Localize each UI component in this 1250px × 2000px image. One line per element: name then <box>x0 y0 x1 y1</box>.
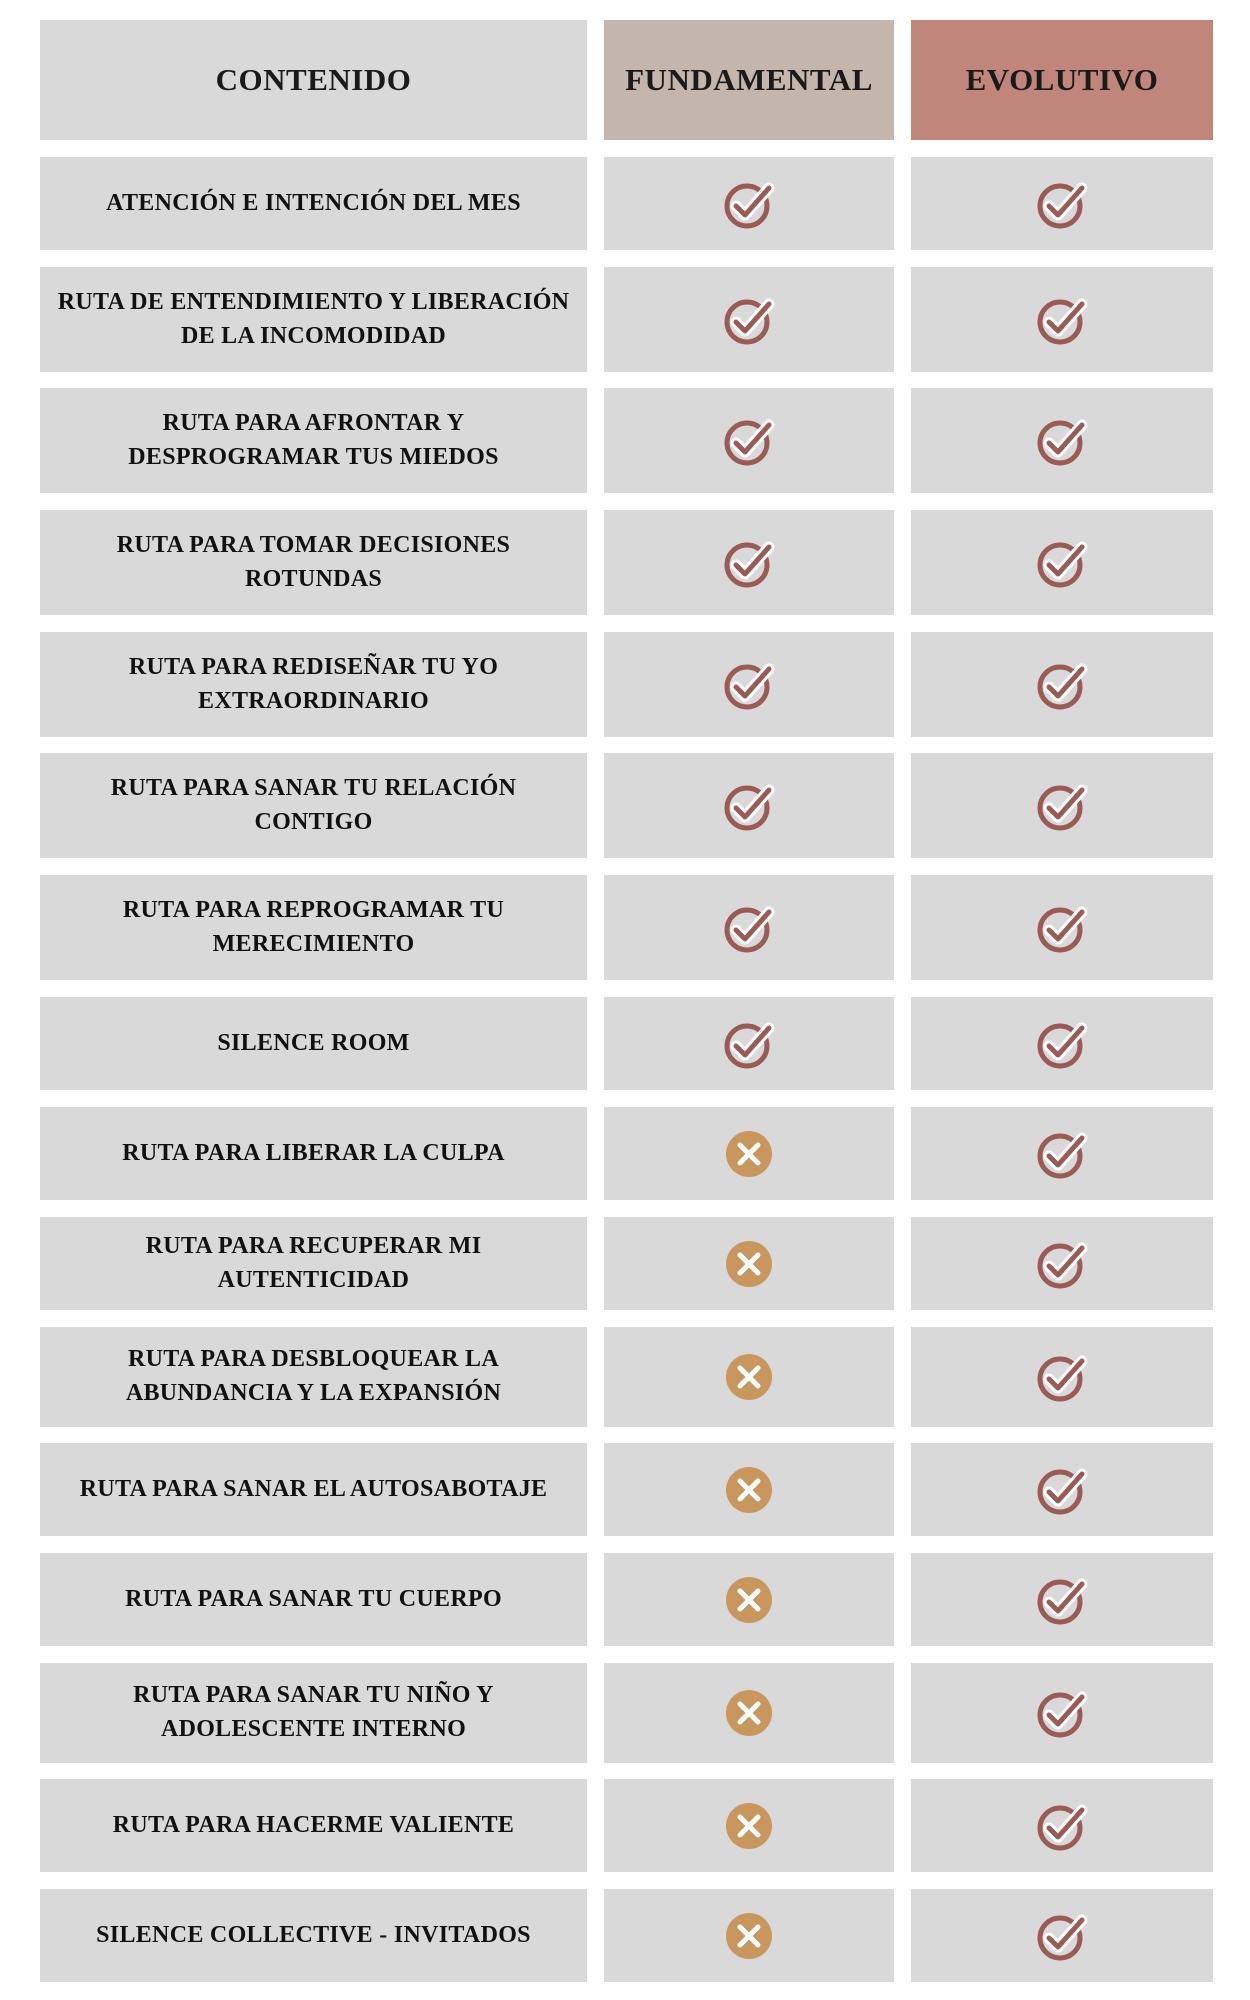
check-icon <box>1035 1686 1089 1740</box>
row-evolutivo-cell <box>911 1443 1213 1536</box>
row-label: ATENCIÓN E INTENCIÓN DEL MES <box>106 189 521 216</box>
row-evolutivo-cell <box>911 632 1213 737</box>
row-evolutivo-cell <box>911 1107 1213 1200</box>
row-evolutivo-cell <box>911 1779 1213 1872</box>
row-label: RUTA PARA HACERME VALIENTE <box>112 1811 515 1838</box>
check-icon <box>722 901 776 955</box>
row-label-cell <box>40 1327 587 1427</box>
row-label: RUTA PARA REDISEÑAR TU YO EXTRAORDINARIO <box>128 653 499 714</box>
row-evolutivo-cell <box>911 1327 1213 1427</box>
row-label-cell <box>40 875 587 980</box>
header-contenido <box>40 20 587 140</box>
row-label-cell <box>40 1779 587 1872</box>
row-label: RUTA PARA TOMAR DECISIONES ROTUNDAS <box>116 531 511 592</box>
row-label: SILENCE ROOM <box>217 1029 410 1056</box>
cross-icon <box>725 1353 773 1401</box>
cross-icon <box>725 1130 773 1178</box>
check-icon <box>1035 901 1089 955</box>
row-fundamental-cell <box>604 1327 894 1427</box>
row-fundamental-cell <box>604 875 894 980</box>
header-evolutivo-label: EVOLUTIVO <box>965 62 1159 97</box>
row-label: RUTA PARA SANAR TU CUERPO <box>125 1585 502 1612</box>
row-fundamental-cell <box>604 1553 894 1646</box>
check-icon <box>722 536 776 590</box>
check-icon <box>1035 414 1089 468</box>
row-evolutivo-cell <box>911 997 1213 1090</box>
cross-icon <box>725 1802 773 1850</box>
row-fundamental-cell <box>604 388 894 493</box>
row-label-cell <box>40 997 587 1090</box>
row-evolutivo-cell <box>911 388 1213 493</box>
check-icon <box>1035 1463 1089 1517</box>
row-evolutivo-cell <box>911 157 1213 250</box>
check-icon <box>722 177 776 231</box>
row-fundamental-cell <box>604 1889 894 1982</box>
check-icon <box>1035 1237 1089 1291</box>
check-icon <box>1035 1127 1089 1181</box>
check-icon <box>1035 536 1089 590</box>
row-label: RUTA DE ENTENDIMIENTO Y LIBERACIÓN DE LA INCOMODIDAD <box>57 288 570 349</box>
row-fundamental-cell <box>604 1663 894 1763</box>
row-fundamental-cell <box>604 1107 894 1200</box>
row-label-cell <box>40 388 587 493</box>
cross-icon <box>725 1466 773 1514</box>
check-icon <box>1035 1909 1089 1963</box>
row-fundamental-cell <box>604 753 894 858</box>
row-label-cell <box>40 1443 587 1536</box>
header-contenido-label: CONTENIDO <box>215 62 412 97</box>
row-label: RUTA PARA REPROGRAMAR TU MERECIMIENTO <box>122 896 505 957</box>
check-icon <box>1035 177 1089 231</box>
cross-icon <box>725 1240 773 1288</box>
check-icon <box>1035 1350 1089 1404</box>
row-fundamental-cell <box>604 1443 894 1536</box>
row-fundamental-cell <box>604 997 894 1090</box>
check-icon <box>722 779 776 833</box>
row-label: RUTA PARA LIBERAR LA CULPA <box>122 1139 505 1166</box>
row-label: RUTA PARA SANAR TU NIÑO Y ADOLESCENTE INTERNO <box>133 1682 494 1742</box>
row-evolutivo-cell <box>911 753 1213 858</box>
row-evolutivo-cell <box>911 1663 1213 1763</box>
check-icon <box>1035 1799 1089 1853</box>
row-label: RUTA PARA SANAR TU RELACIÓN CONTIGO <box>110 774 517 835</box>
row-label-cell <box>40 267 587 372</box>
row-label-cell <box>40 1889 587 1982</box>
row-evolutivo-cell <box>911 1553 1213 1646</box>
check-icon <box>722 414 776 468</box>
check-icon <box>722 1017 776 1071</box>
header-fundamental-label: FUNDAMENTAL <box>625 62 873 97</box>
row-evolutivo-cell <box>911 1889 1213 1982</box>
row-evolutivo-cell <box>911 267 1213 372</box>
row-evolutivo-cell <box>911 875 1213 980</box>
row-label: RUTA PARA SANAR EL AUTOSABOTAJE <box>79 1475 548 1502</box>
row-label-cell <box>40 1663 587 1763</box>
check-icon <box>1035 658 1089 712</box>
check-icon <box>1035 1017 1089 1071</box>
row-label-cell <box>40 632 587 737</box>
row-fundamental-cell <box>604 157 894 250</box>
row-label: RUTA PARA DESBLOQUEAR LA ABUNDANCIA Y LA EXPANSIÓN <box>125 1346 502 1406</box>
row-fundamental-cell <box>604 1217 894 1310</box>
row-fundamental-cell <box>604 632 894 737</box>
row-label-cell <box>40 157 587 250</box>
row-fundamental-cell <box>604 510 894 615</box>
check-icon <box>1035 779 1089 833</box>
cross-icon <box>725 1689 773 1737</box>
cross-icon <box>725 1912 773 1960</box>
row-evolutivo-cell <box>911 510 1213 615</box>
row-fundamental-cell <box>604 267 894 372</box>
row-label-cell <box>40 1217 587 1310</box>
row-label: RUTA PARA RECUPERAR MI AUTENTICIDAD <box>145 1232 482 1293</box>
check-icon <box>722 293 776 347</box>
row-label-cell <box>40 1107 587 1200</box>
row-label: SILENCE COLLECTIVE - INVITADOS <box>96 1921 531 1948</box>
header-fundamental <box>604 20 894 140</box>
check-icon <box>722 658 776 712</box>
check-icon <box>1035 293 1089 347</box>
row-label-cell <box>40 510 587 615</box>
row-evolutivo-cell <box>911 1217 1213 1310</box>
cross-icon <box>725 1576 773 1624</box>
check-icon <box>1035 1573 1089 1627</box>
row-fundamental-cell <box>604 1779 894 1872</box>
row-label: RUTA PARA AFRONTAR Y DESPROGRAMAR TUS MIEDOS <box>128 409 499 470</box>
row-label-cell <box>40 753 587 858</box>
header-evolutivo <box>911 20 1213 140</box>
row-label-cell <box>40 1553 587 1646</box>
